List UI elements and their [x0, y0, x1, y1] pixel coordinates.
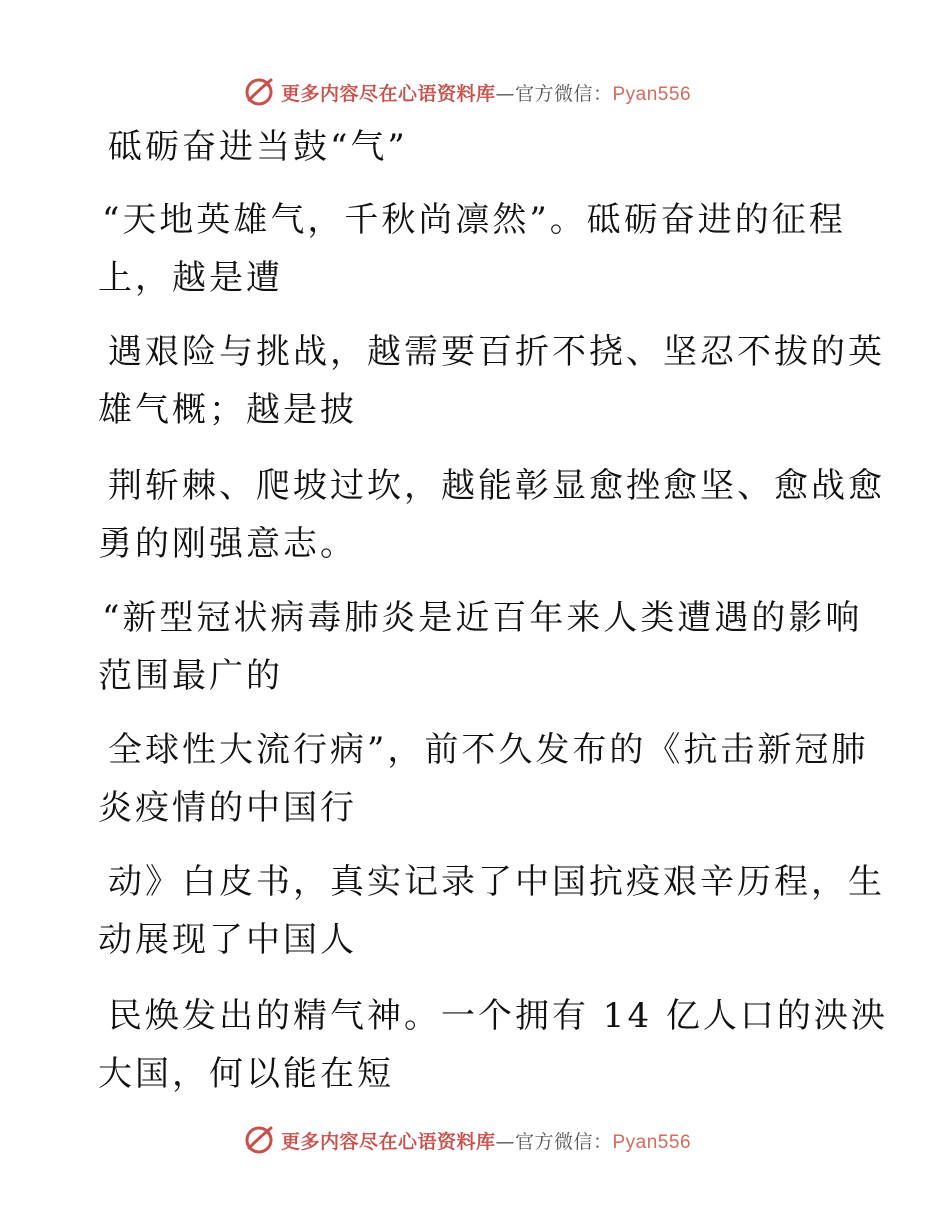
text-line: 动》白皮书，真实记录了中国抗疫艰辛历程，生: [108, 862, 885, 902]
text-line: 上，越是遭: [98, 258, 283, 298]
text-line: 民焕发出的精气神。一个拥有 14 亿人口的泱泱: [108, 996, 888, 1036]
watermark-text: 更多内容尽在心语资料库—官方微信：Pyan556: [280, 82, 692, 105]
text-line: 动展现了中国人: [98, 920, 357, 960]
text-line: 遇艰险与挑战，越需要百折不挠、坚忍不拔的英: [108, 332, 885, 372]
footer-watermark: [0, 1120, 950, 1160]
quill-swirl-logo-icon: [243, 1124, 275, 1156]
text-line: 全球性大流行病”，前不久发布的《抗击新冠肺: [108, 730, 869, 770]
watermark-text: 更多内容尽在心语资料库—官方微信：Pyan556: [280, 1130, 692, 1153]
text-line: “天地英雄气，千秋尚凛然”。砥砺奋进的征程: [102, 200, 846, 240]
header-watermark: [0, 72, 950, 112]
text-line: 勇的刚强意志。: [98, 524, 357, 564]
text-line: “新型冠状病毒肺炎是近百年来人类遭遇的影响: [102, 598, 863, 638]
text-line: 范围最广的: [98, 656, 283, 696]
text-line: 大国，何以能在短: [98, 1054, 394, 1094]
document-title: 砥砺奋进当鼓“气”: [108, 127, 408, 167]
text-line: 荆斩棘、爬坡过坎，越能彰显愈挫愈坚、愈战愈: [108, 466, 885, 506]
quill-swirl-logo-icon: [243, 76, 275, 108]
text-line: 雄气概；越是披: [98, 390, 357, 430]
text-line: 炎疫情的中国行: [98, 788, 357, 828]
